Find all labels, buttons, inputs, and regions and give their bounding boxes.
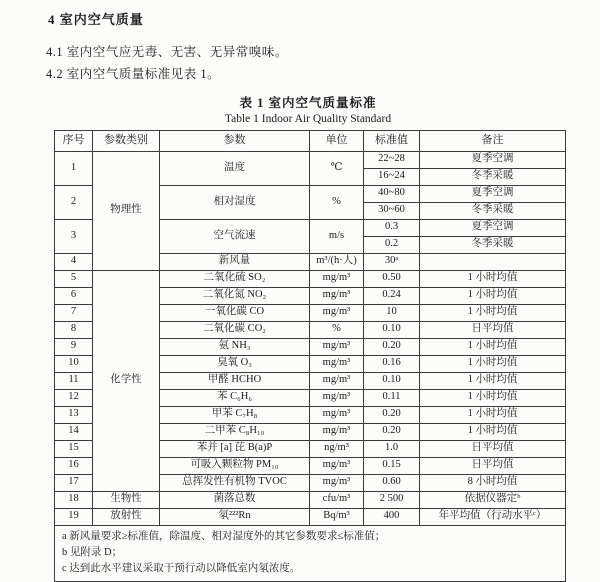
table-cell: 15 <box>55 440 93 457</box>
table-cell: 8 <box>55 321 93 338</box>
table-cell: 日平均值 <box>420 321 566 338</box>
table-cell: % <box>310 185 364 219</box>
table-cell: 氡²²²Rn <box>160 508 310 525</box>
table-cell: 1 小时均值 <box>420 304 566 321</box>
table-cell: 10 <box>55 355 93 372</box>
table-cell: ng/m³ <box>310 440 364 457</box>
table-cell: 22~28 <box>364 151 420 168</box>
table-cell: 1 <box>55 151 93 185</box>
column-header: 参数 <box>160 130 310 151</box>
table-cell: 化学性 <box>93 270 160 491</box>
table-cell: 11 <box>55 372 93 389</box>
column-header: 序号 <box>55 130 93 151</box>
table-row <box>55 270 566 287</box>
table-cell: 0.24 <box>364 287 420 304</box>
table-cell: mg/m³ <box>310 389 364 406</box>
table-row <box>55 491 566 508</box>
table-title-en: Table 1 Indoor Air Quality Standard <box>46 113 570 125</box>
table-cell: 10 <box>364 304 420 321</box>
section-heading: 4 室内空气质量 <box>48 9 570 28</box>
table-cell: 日平均值 <box>420 457 566 474</box>
table-cell: 16 <box>55 457 93 474</box>
table-cell: 7 <box>55 304 93 321</box>
table-cell: 5 <box>55 270 93 287</box>
table-cell: mg/m³ <box>310 372 364 389</box>
table-cell: % <box>310 321 364 338</box>
table-cell: 17 <box>55 474 93 491</box>
table-cell: 0.2 <box>364 236 420 253</box>
column-header: 单位 <box>310 130 364 151</box>
table-cell: 14 <box>55 423 93 440</box>
table-cell: ℃ <box>310 151 364 185</box>
table-cell: 13 <box>55 406 93 423</box>
table-row <box>55 151 566 168</box>
table-cell: 1 小时均值 <box>420 423 566 440</box>
table-cell: mg/m³ <box>310 423 364 440</box>
table-cell: 甲醛 HCHO <box>160 372 310 389</box>
table-cell: 依据仪器定ᵇ <box>420 491 566 508</box>
table-cell: mg/m³ <box>310 338 364 355</box>
table-cell: 总挥发性有机物 TVOC <box>160 474 310 491</box>
table-title-zh: 表 1 室内空气质量标准 <box>46 93 570 111</box>
table-cell: 0.50 <box>364 270 420 287</box>
table-cell: m/s <box>310 219 364 253</box>
table-cell: 夏季空调 <box>420 219 566 236</box>
footnote-cell <box>55 525 566 582</box>
table-cell: 1 小时均值 <box>420 338 566 355</box>
table-cell: 1.0 <box>364 440 420 457</box>
table-cell: 16~24 <box>364 168 420 185</box>
table-cell: 19 <box>55 508 93 525</box>
header-row <box>55 130 566 151</box>
table-cell: 9 <box>55 338 93 355</box>
table-cell: 温度 <box>160 151 310 185</box>
table-cell: 1 小时均值 <box>420 389 566 406</box>
table-cell: mg/m³ <box>310 355 364 372</box>
table-cell: 2 500 <box>364 491 420 508</box>
table-cell: 18 <box>55 491 93 508</box>
table-cell: 40~80 <box>364 185 420 202</box>
table-cell: 1 小时均值 <box>420 372 566 389</box>
table-cell: 0.3 <box>364 219 420 236</box>
column-header: 标准值 <box>364 130 420 151</box>
table-cell: 1 小时均值 <box>420 406 566 423</box>
table-cell: 甲苯 C₇H₈ <box>160 406 310 423</box>
table-cell: 3 <box>55 219 93 253</box>
clause-4-1: 4.1 室内空气应无毒、无害、无异常嗅味。 <box>46 43 570 62</box>
table-cell: 1 小时均值 <box>420 355 566 372</box>
table-cell: 氨 NH₃ <box>160 338 310 355</box>
table-cell: 1 小时均值 <box>420 287 566 304</box>
table-cell: mg/m³ <box>310 304 364 321</box>
table-cell: 0.20 <box>364 338 420 355</box>
table-cell: 夏季空调 <box>420 185 566 202</box>
table-cell: 冬季采暖 <box>420 202 566 219</box>
footnote-line: c 达到此水平建议采取干预行动以降低室内氡浓度。 <box>62 561 558 577</box>
table-cell: 12 <box>55 389 93 406</box>
table-cell: mg/m³ <box>310 474 364 491</box>
table-cell: 二氧化氮 NO₂ <box>160 287 310 304</box>
table-cell: 冬季采暖 <box>420 168 566 185</box>
table-cell: 臭氧 O₃ <box>160 355 310 372</box>
table-cell: 二甲苯 C₈H₁₀ <box>160 423 310 440</box>
table-cell: 8 小时均值 <box>420 474 566 491</box>
table-cell: 菌落总数 <box>160 491 310 508</box>
table-cell: 30ᵃ <box>364 253 420 270</box>
table-cell: 年平均值（行动水平ᶜ） <box>420 508 566 525</box>
table-cell: Bq/m³ <box>310 508 364 525</box>
table-cell: mg/m³ <box>310 270 364 287</box>
column-header: 备注 <box>420 130 566 151</box>
table-cell: 生物性 <box>93 491 160 508</box>
table-cell: 空气流速 <box>160 219 310 253</box>
table-cell: mg/m³ <box>310 287 364 304</box>
table-cell: 新风量 <box>160 253 310 270</box>
table-cell: 0.11 <box>364 389 420 406</box>
footnote-row <box>55 525 566 582</box>
table-cell: 日平均值 <box>420 440 566 457</box>
table-cell: 冬季采暖 <box>420 236 566 253</box>
table-cell: 二氧化硫 SO₂ <box>160 270 310 287</box>
air-quality-table <box>54 130 566 582</box>
table-cell: 苯并 [a] 芘 B(a)P <box>160 440 310 457</box>
table-cell: 放射性 <box>93 508 160 525</box>
table-cell <box>420 253 566 270</box>
table-cell: 二氧化碳 CO₂ <box>160 321 310 338</box>
table-cell: 0.10 <box>364 321 420 338</box>
table-row <box>55 508 566 525</box>
table-cell: 6 <box>55 287 93 304</box>
table-cell: 可吸入颗粒物 PM₁₀ <box>160 457 310 474</box>
table-cell: 0.60 <box>364 474 420 491</box>
table-cell: 一氧化碳 CO <box>160 304 310 321</box>
table-cell: 物理性 <box>93 151 160 270</box>
table-cell: 相对湿度 <box>160 185 310 219</box>
clause-4-2: 4.2 室内空气质量标准见表 1。 <box>46 65 570 84</box>
table-cell: 夏季空调 <box>420 151 566 168</box>
table-cell: cfu/m³ <box>310 491 364 508</box>
table-cell: 4 <box>55 253 93 270</box>
table-cell: mg/m³ <box>310 457 364 474</box>
column-header: 参数类别 <box>93 130 160 151</box>
table-cell: 0.16 <box>364 355 420 372</box>
table-cell: 2 <box>55 185 93 219</box>
table-cell: 0.20 <box>364 406 420 423</box>
table-cell: 苯 C₆H₆ <box>160 389 310 406</box>
table-cell: 30~60 <box>364 202 420 219</box>
table-cell: 0.15 <box>364 457 420 474</box>
table-cell: 0.10 <box>364 372 420 389</box>
table-cell: m³/(h·人) <box>310 253 364 270</box>
footnote-line: a 新风量要求≥标准值，除温度、相对湿度外的其它参数要求≤标准值； <box>62 529 558 545</box>
table-cell: mg/m³ <box>310 406 364 423</box>
table-cell: 1 小时均值 <box>420 270 566 287</box>
table-cell: 0.20 <box>364 423 420 440</box>
table-cell: 400 <box>364 508 420 525</box>
footnote-line: b 见附录 D； <box>62 545 558 561</box>
